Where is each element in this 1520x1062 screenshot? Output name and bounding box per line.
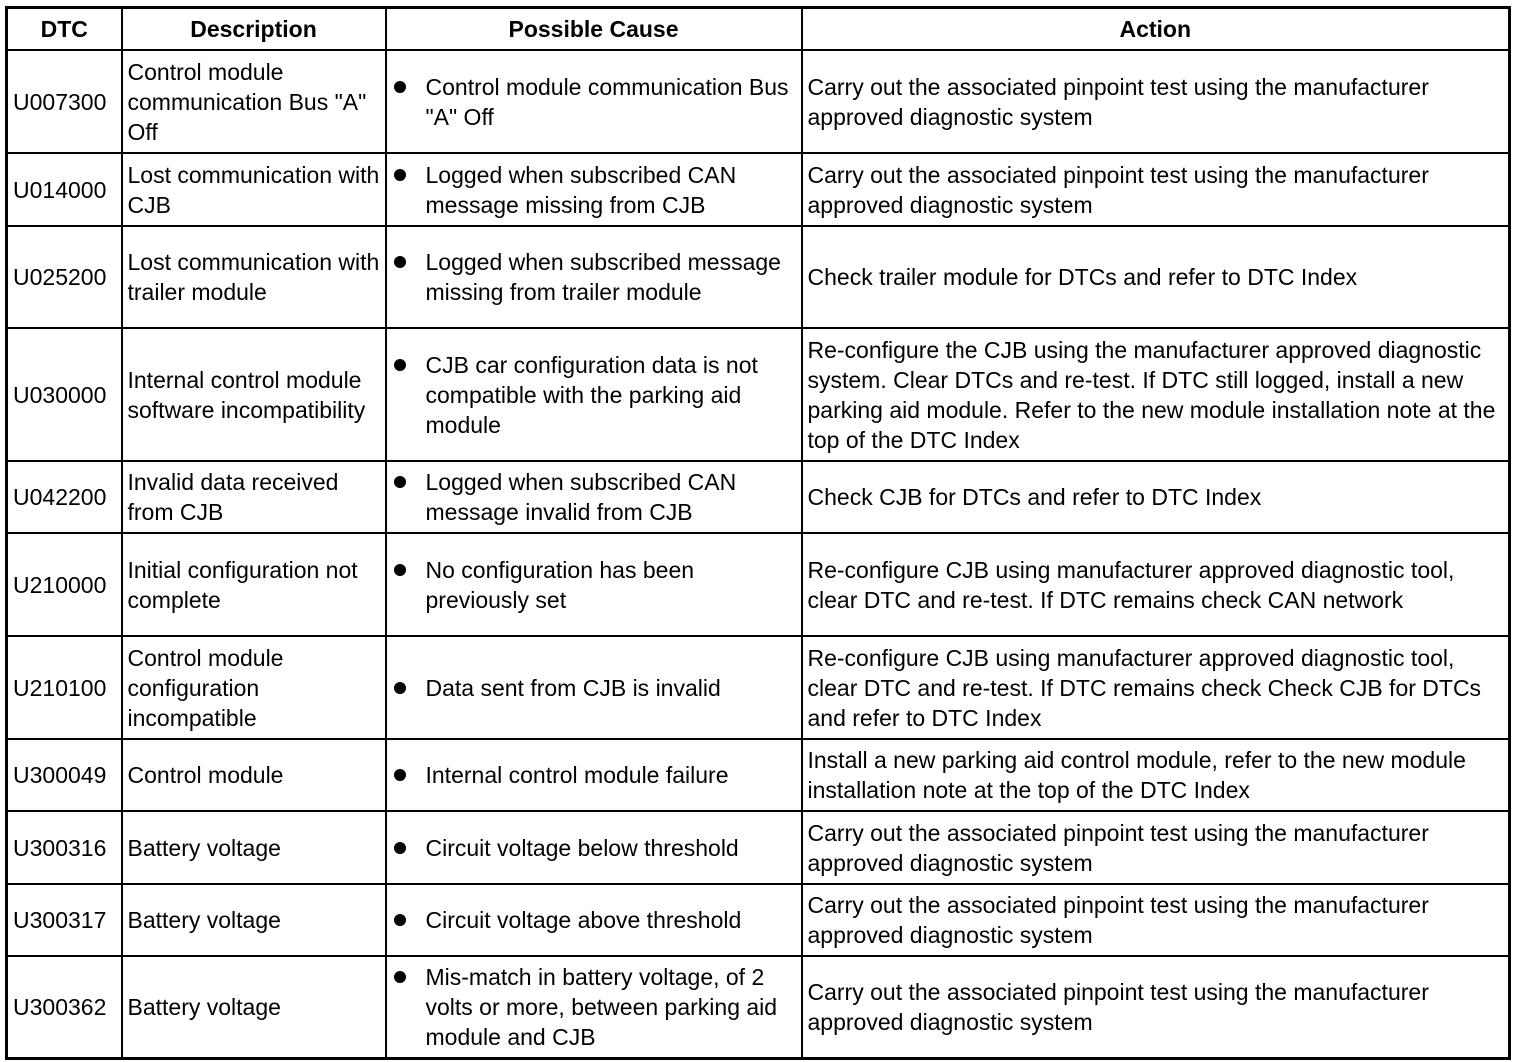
table-row <box>7 226 1510 328</box>
action-cell: Install a new parking aid control module, refer to the new module installation note at the top of the DTC Index <box>802 739 1510 811</box>
table-row <box>7 956 1510 1058</box>
cause-cell <box>386 533 802 636</box>
dtc-code: U300049 <box>7 739 122 811</box>
table-header <box>7 8 1510 51</box>
cause-item <box>392 833 796 863</box>
cause-text: Control module communication Bus "A" Off <box>425 73 789 130</box>
action-cell: Re-configure the CJB using the manufacturer approved diagnostic system. Clear DTCs and re-test. If DTC still logged, install a new parking aid module. Refer to the new module installation note at the top of the DTC Index <box>802 328 1510 461</box>
description-cell: Battery voltage <box>122 884 386 956</box>
action-cell: Check CJB for DTCs and refer to DTC Index <box>802 461 1510 533</box>
action-cell: Carry out the associated pinpoint test using the manufacturer approved diagnostic system <box>802 50 1510 153</box>
dtc-code: U014000 <box>7 153 122 226</box>
header-row <box>7 8 1510 51</box>
dtc-code: U210100 <box>7 636 122 739</box>
description-cell: Lost communication with CJB <box>122 153 386 226</box>
header-action: Action <box>802 8 1510 51</box>
bullet-icon <box>394 914 406 926</box>
cause-cell <box>386 50 802 153</box>
dtc-code: U030000 <box>7 328 122 461</box>
cause-item <box>392 72 796 132</box>
description-cell: Battery voltage <box>122 811 386 884</box>
cause-cell <box>386 461 802 533</box>
action-cell: Carry out the associated pinpoint test using the manufacturer approved diagnostic system <box>802 956 1510 1058</box>
cause-cell <box>386 226 802 328</box>
cause-item <box>392 673 796 703</box>
bullet-icon <box>394 81 406 93</box>
action-cell: Re-configure CJB using manufacturer approved diagnostic tool, clear DTC and re-test. If DTC remains check CAN network <box>802 533 1510 636</box>
cause-text: Circuit voltage below threshold <box>425 834 739 861</box>
cause-cell <box>386 328 802 461</box>
cause-item <box>392 160 796 220</box>
cause-cell <box>386 956 802 1058</box>
description-cell: Control module <box>122 739 386 811</box>
action-cell: Carry out the associated pinpoint test using the manufacturer approved diagnostic system <box>802 811 1510 884</box>
description-cell: Initial configuration not complete <box>122 533 386 636</box>
table-row <box>7 739 1510 811</box>
cause-item <box>392 350 796 440</box>
table-row <box>7 461 1510 533</box>
cause-cell <box>386 739 802 811</box>
cause-text: Logged when subscribed message missing from trailer module <box>425 249 781 305</box>
action-cell: Check trailer module for DTCs and refer to DTC Index <box>802 226 1510 328</box>
cause-cell <box>386 153 802 226</box>
cause-text: Circuit voltage above threshold <box>425 907 742 933</box>
bullet-icon <box>394 359 406 371</box>
dtc-code: U007300 <box>7 50 122 153</box>
description-cell: Battery voltage <box>122 956 386 1058</box>
dtc-code: U210000 <box>7 533 122 636</box>
cause-text: No configuration has been previously set <box>425 556 695 613</box>
bullet-icon <box>394 169 406 181</box>
cause-item <box>392 247 796 307</box>
header-description: Description <box>122 8 386 51</box>
action-cell: Carry out the associated pinpoint test using the manufacturer approved diagnostic system <box>802 153 1510 226</box>
dtc-code: U300362 <box>7 956 122 1058</box>
description-cell: Invalid data received from CJB <box>122 461 386 533</box>
dtc-code: U025200 <box>7 226 122 328</box>
dtc-code: U300317 <box>7 884 122 956</box>
bullet-icon <box>394 682 406 694</box>
description-cell: Lost communication with trailer module <box>122 226 386 328</box>
dtc-code: U042200 <box>7 461 122 533</box>
dtc-table <box>5 6 1511 1060</box>
cause-cell <box>386 884 802 956</box>
bullet-icon <box>394 256 406 268</box>
action-cell: Re-configure CJB using manufacturer approved diagnostic tool, clear DTC and re-test. If DTC remains check Check CJB for DTCs and refer to DTC Index <box>802 636 1510 739</box>
table-row <box>7 533 1510 636</box>
cause-item <box>392 962 796 1052</box>
table-row <box>7 328 1510 461</box>
description-cell: Internal control module software incompatibility <box>122 328 386 461</box>
cause-item <box>392 467 796 527</box>
action-cell: Carry out the associated pinpoint test using the manufacturer approved diagnostic system <box>802 884 1510 956</box>
bullet-icon <box>394 769 406 781</box>
table-body <box>7 50 1510 1058</box>
cause-cell <box>386 636 802 739</box>
cause-text: Data sent from CJB is invalid <box>425 674 721 701</box>
cause-cell <box>386 811 802 884</box>
cause-text: Mis-match in battery voltage, of 2 volts or more, between parking aid module and CJB <box>425 963 778 1050</box>
cause-text: CJB car configuration data is not compatible with the parking aid module <box>425 351 758 438</box>
description-cell: Control module configuration incompatible <box>122 636 386 739</box>
cause-text: Internal control module failure <box>425 762 729 788</box>
bullet-icon <box>394 564 406 576</box>
cause-item <box>392 555 796 615</box>
cause-text: Logged when subscribed CAN message missing from CJB <box>425 161 737 218</box>
bullet-icon <box>394 971 406 983</box>
table-row <box>7 884 1510 956</box>
cause-text: Logged when subscribed CAN message invalid from CJB <box>425 469 737 525</box>
table-row <box>7 50 1510 153</box>
dtc-code: U300316 <box>7 811 122 884</box>
cause-item <box>392 760 796 790</box>
cause-item <box>392 905 796 935</box>
header-dtc: DTC <box>7 8 122 51</box>
description-cell: Control module communication Bus "A" Off <box>122 50 386 153</box>
header-possible-cause: Possible Cause <box>386 8 802 51</box>
table-row <box>7 811 1510 884</box>
table-row <box>7 636 1510 739</box>
table-row <box>7 153 1510 226</box>
bullet-icon <box>394 476 406 488</box>
bullet-icon <box>394 842 406 854</box>
